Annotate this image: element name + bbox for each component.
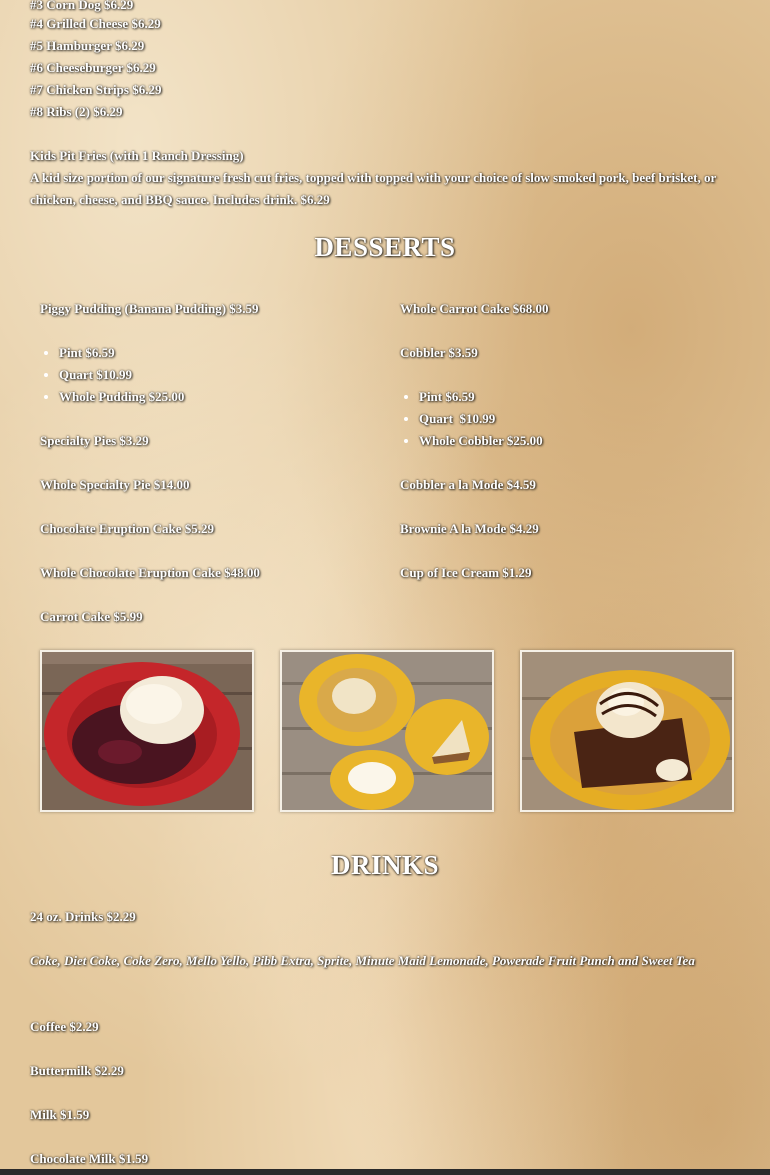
milk: Milk $1.59 [30,1107,90,1122]
list-item: • Quart $10.99 [59,364,260,386]
cobbler-a-la-mode: Cobbler a la Mode $4.59 [400,477,536,492]
pudding-size-list [40,342,260,408]
drinks-heading: DRINKS [330,850,440,880]
brownie-a-la-mode-photo [520,650,734,812]
kids-item-corn-dog: #3 Corn Dog $6.29 [30,0,134,12]
kids-item-cheeseburger: #6 Cheeseburger $6.29 [30,60,156,75]
fountain-drink-list: Coke, Diet Coke, Coke Zero, Mello Yello, Pibb Extra, Sprite, Minute Maid Lemonade, Powerade Fruit Punch and Sweet Tea [30,953,695,968]
desserts-right-column [400,298,549,584]
kids-fries-title: Kids Pit Fries (with 1 Ranch Dressing) [30,148,244,163]
brownie-a-la-mode: Brownie A la Mode $4.29 [400,521,539,536]
pies-and-pudding-photo [280,650,494,812]
whole-specialty-pie: Whole Specialty Pie $14.00 [40,477,190,492]
kids-fries-description: A kid size portion of our signature fresh cut fries, topped with topped with your choice of slow smoked pork, beef brisket, or chicken, cheese, and BBQ sauce. Includes drink. $6.29 [30,170,717,207]
list-item: • Whole Pudding $25.00 [59,386,260,408]
list-item: • Pint $6.59 [419,386,549,408]
cobbler-a-la-mode-photo [40,650,254,812]
kids-item-ribs: #8 Ribs (2) $6.29 [30,104,123,119]
kids-item-hamburger: #5 Hamburger $6.29 [30,38,145,53]
list-item: • Whole Cobbler $25.00 [419,430,549,452]
fountain-drinks: 24 oz. Drinks $2.29 [30,909,136,924]
kids-item-chicken-strips: #7 Chicken Strips $6.29 [30,82,162,97]
kids-item-grilled-cheese: #4 Grilled Cheese $6.29 [30,16,161,31]
list-item: • Pint $6.59 [59,342,260,364]
cobbler-size-list [400,386,549,452]
whole-carrot-cake: Whole Carrot Cake $68.00 [400,301,549,316]
carrot-cake: Carrot Cake $5.99 [40,609,143,624]
bottom-divider [0,1169,770,1175]
cup-of-ice-cream: Cup of Ice Cream $1.29 [400,565,532,580]
desserts-left-column [40,298,260,628]
specialty-pies: Specialty Pies $3.29 [40,433,149,448]
whole-chocolate-eruption-cake: Whole Chocolate Eruption Cake $48.00 [40,565,260,580]
chocolate-milk: Chocolate Milk $1.59 [30,1151,149,1166]
chocolate-eruption-cake: Chocolate Eruption Cake $5.29 [40,521,215,536]
piggy-pudding: Piggy Pudding (Banana Pudding) $3.59 [40,301,259,316]
desserts-heading: DESSERTS [314,232,456,262]
buttermilk: Buttermilk $2.29 [30,1063,124,1078]
coffee: Coffee $2.29 [30,1019,99,1034]
cobbler: Cobbler $3.59 [400,345,478,360]
list-item: • Quart $10.99 [419,408,549,430]
